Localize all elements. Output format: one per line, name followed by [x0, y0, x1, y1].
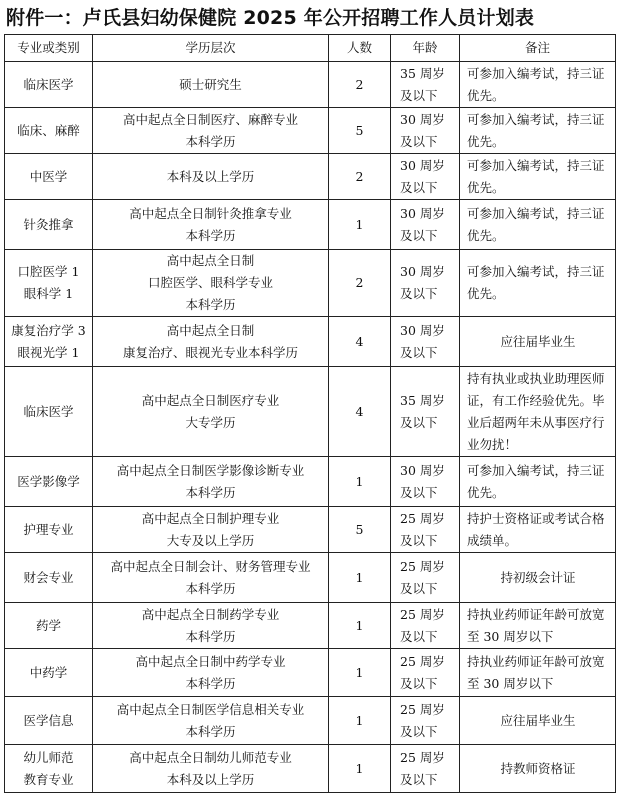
age-cell — [391, 317, 460, 367]
major-text: 临床医学 — [23, 403, 74, 419]
age-text: 35 周岁 — [400, 392, 445, 408]
age-cell — [391, 250, 460, 317]
table-row — [5, 697, 616, 745]
age-text: 及以下 — [400, 532, 438, 548]
age-text: 及以下 — [400, 675, 438, 691]
table-body — [5, 62, 616, 793]
major-cell — [5, 154, 93, 200]
table-row — [5, 367, 616, 457]
major-cell — [5, 200, 93, 250]
education-cell — [93, 649, 329, 697]
education-text: 高中起点全日制会计、财务管理专业 — [110, 558, 311, 574]
note-text: 持执业药师证年龄可放宽至 30 周岁以下 — [467, 653, 605, 691]
table-row — [5, 649, 616, 697]
table-row — [5, 154, 616, 200]
education-cell — [93, 154, 329, 200]
education-text: 高中起点全日制医学信息相关专业 — [116, 701, 305, 717]
note-text: 可参加入编考试，持三证优先。 — [467, 65, 605, 103]
major-cell — [5, 603, 93, 649]
education-cell — [93, 200, 329, 250]
header-education: 学历层次 — [93, 35, 329, 62]
note-cell — [460, 200, 616, 250]
education-text: 高中起点全日制医疗、麻醉专业 — [122, 111, 298, 127]
note-cell — [460, 108, 616, 154]
note-cell — [460, 457, 616, 507]
education-text: 大专学历 — [185, 414, 236, 430]
age-text: 及以下 — [400, 628, 438, 644]
table-row — [5, 457, 616, 507]
note-text: 可参加入编考试，持三证优先。 — [467, 205, 605, 243]
age-text: 30 周岁 — [400, 462, 445, 478]
count-cell: 1 — [329, 200, 391, 250]
note-text: 持教师资格证 — [500, 760, 576, 776]
major-cell — [5, 553, 93, 603]
note-cell — [460, 62, 616, 108]
major-text: 针灸推拿 — [23, 216, 74, 232]
education-text: 本科学历 — [185, 628, 236, 644]
note-text: 可参加入编考试，持三证优先。 — [467, 111, 605, 149]
age-cell — [391, 603, 460, 649]
major-text: 中医学 — [29, 168, 68, 184]
age-text: 25 周岁 — [400, 606, 445, 622]
table-row — [5, 317, 616, 367]
education-text: 高中起点全日制中药学专业 — [135, 653, 286, 669]
note-cell — [460, 317, 616, 367]
major-text: 临床医学 — [23, 76, 74, 92]
major-cell — [5, 697, 93, 745]
age-text: 25 周岁 — [400, 558, 445, 574]
age-cell — [391, 108, 460, 154]
age-cell — [391, 697, 460, 745]
note-cell — [460, 250, 616, 317]
education-text: 本科学历 — [185, 133, 236, 149]
major-text: 临床、麻醉 — [17, 122, 80, 138]
major-text: 医学信息 — [23, 712, 74, 728]
age-cell — [391, 200, 460, 250]
education-text: 本科学历 — [185, 484, 236, 500]
major-text: 口腔医学 1 — [17, 264, 80, 279]
education-cell — [93, 250, 329, 317]
age-text: 及以下 — [400, 87, 438, 103]
count-cell: 1 — [329, 603, 391, 649]
education-text: 口腔医学、眼科学专业 — [147, 275, 273, 290]
education-cell — [93, 697, 329, 745]
age-text: 及以下 — [400, 414, 438, 430]
major-text: 教育专业 — [23, 771, 74, 787]
education-text: 本科学历 — [185, 580, 236, 596]
note-cell — [460, 603, 616, 649]
age-text: 及以下 — [400, 286, 438, 301]
major-text: 财会专业 — [23, 569, 74, 585]
table-row — [5, 62, 616, 108]
note-cell — [460, 154, 616, 200]
note-text: 持执业药师证年龄可放宽至 30 周岁以下 — [467, 606, 605, 644]
major-cell — [5, 62, 93, 108]
count-cell: 5 — [329, 507, 391, 553]
education-cell — [93, 317, 329, 367]
table-row — [5, 507, 616, 553]
count-cell: 2 — [329, 154, 391, 200]
age-cell — [391, 367, 460, 457]
education-cell — [93, 62, 329, 108]
note-cell — [460, 649, 616, 697]
education-text: 本科学历 — [185, 675, 236, 691]
page-title: 附件一：卢氏县妇幼保健院 2025 年公开招聘工作人员计划表 — [6, 7, 535, 29]
major-text: 康复治疗学 3 — [11, 322, 86, 338]
note-cell — [460, 697, 616, 745]
education-text: 本科学历 — [185, 723, 236, 739]
education-text: 康复治疗、眼视光专业本科学历 — [122, 344, 298, 360]
education-text: 高中起点全日制幼儿师范专业 — [129, 749, 292, 765]
age-cell — [391, 553, 460, 603]
age-text: 30 周岁 — [400, 205, 445, 221]
major-cell — [5, 457, 93, 507]
education-text: 本科学历 — [185, 297, 236, 312]
age-text: 及以下 — [400, 179, 438, 195]
count-cell: 2 — [329, 62, 391, 108]
education-cell — [93, 108, 329, 154]
age-text: 及以下 — [400, 344, 438, 360]
count-cell: 1 — [329, 745, 391, 793]
age-cell — [391, 154, 460, 200]
age-cell — [391, 507, 460, 553]
note-text: 可参加入编考试，持三证优先。 — [467, 157, 605, 195]
major-cell — [5, 649, 93, 697]
note-text: 持有执业或执业助理医师证，有工作经验优先。毕业后超两年未从事医疗行业勿扰！ — [467, 370, 605, 452]
major-cell — [5, 367, 93, 457]
education-text: 硕士研究生 — [179, 76, 242, 92]
count-cell: 4 — [329, 317, 391, 367]
education-text: 高中起点全日制针灸推拿专业 — [129, 205, 292, 221]
table-row — [5, 745, 616, 793]
age-text: 35 周岁 — [400, 65, 445, 81]
header-age: 年龄 — [391, 35, 460, 62]
count-cell: 1 — [329, 649, 391, 697]
count-cell: 1 — [329, 553, 391, 603]
education-text: 高中起点全日制护理专业 — [141, 510, 280, 526]
age-text: 25 周岁 — [400, 510, 445, 526]
major-text: 护理专业 — [23, 521, 74, 537]
education-text: 高中起点全日制医疗专业 — [141, 392, 280, 408]
major-text: 医学影像学 — [17, 473, 80, 489]
education-text: 高中起点全日制 — [166, 322, 255, 338]
age-text: 及以下 — [400, 723, 438, 739]
education-text: 大专及以上学历 — [166, 532, 255, 548]
note-text: 持初级会计证 — [500, 569, 576, 585]
header-note: 备注 — [460, 35, 616, 62]
note-text: 可参加入编考试，持三证优先。 — [467, 264, 605, 301]
major-cell — [5, 317, 93, 367]
note-text: 持护士资格证或考试合格成绩单。 — [467, 510, 605, 548]
count-cell: 4 — [329, 367, 391, 457]
major-text: 眼视光学 1 — [17, 344, 80, 360]
note-cell — [460, 553, 616, 603]
note-cell — [460, 507, 616, 553]
table-row — [5, 200, 616, 250]
recruitment-plan-table — [4, 34, 616, 793]
age-text: 及以下 — [400, 771, 438, 787]
age-cell — [391, 457, 460, 507]
age-text: 30 周岁 — [400, 322, 445, 338]
education-cell — [93, 507, 329, 553]
age-cell — [391, 62, 460, 108]
education-text: 高中起点全日制医学影像诊断专业 — [116, 462, 305, 478]
education-cell — [93, 603, 329, 649]
major-cell — [5, 250, 93, 317]
note-text: 应往届毕业生 — [500, 333, 576, 349]
count-cell: 1 — [329, 457, 391, 507]
education-text: 本科及以上学历 — [166, 771, 255, 787]
education-text: 高中起点全日制药学专业 — [141, 606, 280, 622]
education-cell — [93, 553, 329, 603]
age-text: 及以下 — [400, 580, 438, 596]
age-text: 25 周岁 — [400, 653, 445, 669]
table-header-row — [5, 35, 616, 62]
count-cell: 5 — [329, 108, 391, 154]
age-text: 及以下 — [400, 227, 438, 243]
note-text: 应往届毕业生 — [500, 712, 576, 728]
education-cell — [93, 457, 329, 507]
major-text: 眼科学 1 — [23, 286, 74, 301]
note-cell — [460, 745, 616, 793]
major-cell — [5, 108, 93, 154]
major-text: 中药学 — [29, 664, 68, 680]
age-text: 及以下 — [400, 133, 438, 149]
age-text: 30 周岁 — [400, 111, 445, 127]
major-text: 幼儿师范 — [23, 749, 74, 765]
major-cell — [5, 507, 93, 553]
education-cell — [93, 745, 329, 793]
table-row — [5, 603, 616, 649]
education-text: 高中起点全日制 — [166, 253, 255, 268]
table-row — [5, 108, 616, 154]
education-cell — [93, 367, 329, 457]
table-row — [5, 250, 616, 317]
major-cell — [5, 745, 93, 793]
header-major: 专业或类别 — [5, 35, 93, 62]
age-text: 及以下 — [400, 484, 438, 500]
count-cell: 2 — [329, 250, 391, 317]
note-cell — [460, 367, 616, 457]
age-text: 25 周岁 — [400, 701, 445, 717]
age-cell — [391, 745, 460, 793]
education-text: 本科及以上学历 — [166, 168, 255, 184]
note-text: 可参加入编考试，持三证优先。 — [467, 462, 605, 500]
age-cell — [391, 649, 460, 697]
age-text: 30 周岁 — [400, 157, 445, 173]
major-text: 药学 — [35, 617, 61, 633]
count-cell: 1 — [329, 697, 391, 745]
education-text: 本科学历 — [185, 227, 236, 243]
age-text: 25 周岁 — [400, 749, 445, 765]
header-count: 人数 — [329, 35, 391, 62]
table-row — [5, 553, 616, 603]
age-text: 30 周岁 — [400, 264, 445, 279]
